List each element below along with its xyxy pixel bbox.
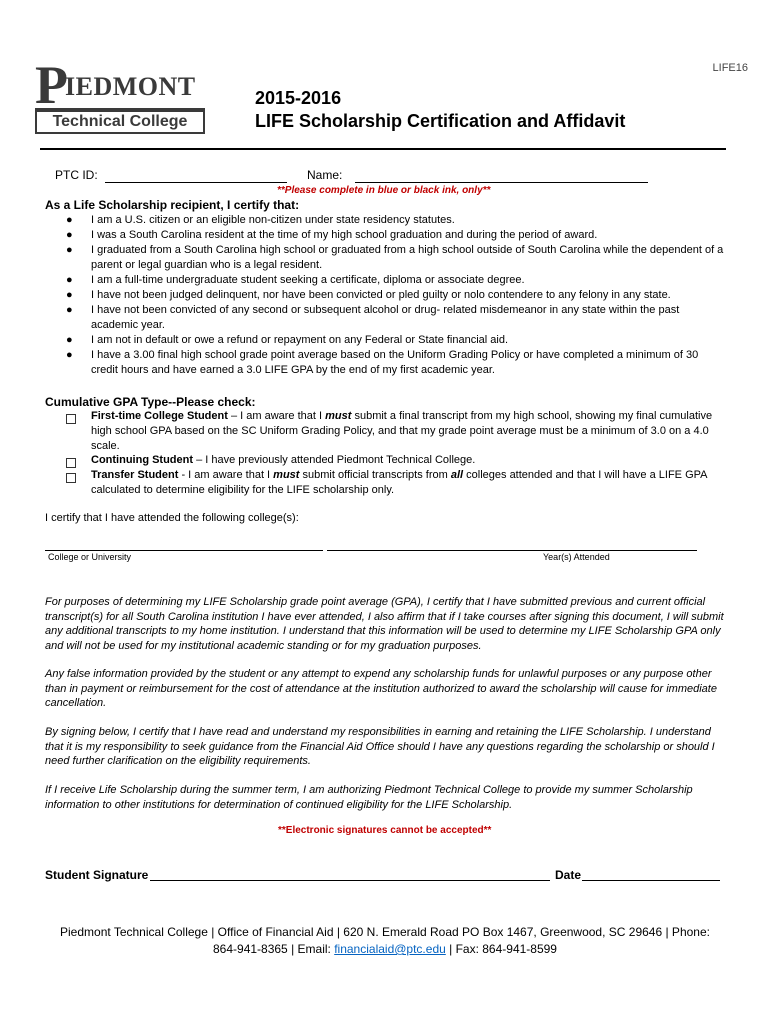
ink-note: **Please complete in blue or black ink, only** (277, 185, 491, 196)
signing-paragraph: By signing below, I certify that I have read and understand my responsibilities in earning and retaining the LIFE Scholarship. I understand that it is my responsibility to seek guidance from the Financial Aid Office should I have any questions regarding the scholarship or should I need further clarification on the eligibility requirements. (45, 726, 715, 767)
list-item (66, 243, 726, 273)
years-field[interactable] (327, 538, 697, 551)
logo-top-row (35, 55, 205, 115)
logo-subtitle: Technical College (35, 110, 205, 134)
date-label: Date (555, 868, 582, 882)
first-time-label: First-time College Student (91, 410, 228, 422)
bullet-icon: ● (66, 349, 73, 361)
title-divider (40, 148, 726, 150)
first-time-option (66, 409, 726, 454)
continuing-text (91, 453, 726, 468)
certify-item-text: I am a U.S. citizen or an eligible non-citizen under state residency statutes. (91, 214, 455, 226)
college-label: College or University (48, 552, 132, 562)
footer (30, 924, 740, 958)
transfer-text-1: - I am aware that I (178, 469, 274, 481)
transfer-checkbox[interactable] (66, 473, 76, 483)
list-item (66, 348, 726, 378)
piedmont-logo (35, 55, 205, 134)
bullet-icon: ● (66, 289, 73, 301)
bullet-icon: ● (66, 244, 73, 256)
first-time-text (91, 409, 726, 454)
first-time-text-1: – I am aware that I (227, 410, 326, 422)
bullet-icon: ● (66, 304, 73, 316)
gpa-heading: Cumulative GPA Type--Please check: (45, 395, 256, 409)
list-item (66, 228, 726, 243)
transfer-option (66, 468, 726, 498)
footer-line-1: Piedmont Technical College | Office of Financial Aid | 620 N. Emerald Road PO Box 1467, Greenwood, SC 29646 | Phone: (60, 925, 710, 939)
transfer-text-3: colleges attended and that I will have a LIFE GPA calculated to determine eligibility for the LIFE scholarship only. (91, 469, 707, 496)
form-year: 2015-2016 (255, 88, 342, 108)
certify-item-text: I was a South Carolina resident at the time of my high school graduation and during the period of award. (91, 229, 598, 241)
continuing-checkbox[interactable] (66, 458, 76, 468)
bullet-icon: ● (66, 229, 73, 241)
ptc-id-label: PTC ID: (55, 168, 98, 182)
transfer-text-2: submit official transcripts from (299, 469, 451, 481)
email-link[interactable]: financialaid@ptc.edu (334, 942, 446, 956)
list-item (66, 288, 726, 303)
logo-big-letter: P (35, 55, 68, 115)
bullet-icon: ● (66, 274, 73, 286)
transfer-text (91, 468, 726, 498)
student-signature-field[interactable] (150, 868, 550, 881)
first-time-emphasis: must (325, 410, 352, 422)
years-label: Year(s) Attended (543, 552, 610, 562)
esign-note: **Electronic signatures cannot be accepted** (278, 825, 492, 836)
certify-item-text: I have not been convicted of any second or subsequent alcohol or drug- related misdemeanor in any state within the past academic year. (91, 304, 680, 331)
certify-item-text: I am not in default or owe a refund or repayment on any Federal or State financial aid. (91, 334, 509, 346)
bullet-icon: ● (66, 214, 73, 226)
certify-item-text: I graduated from a South Carolina high school or graduated from a high school outside of South Carolina while the dependent of a parent or legal guardian who is a legal resident. (91, 244, 724, 271)
name-field[interactable] (355, 170, 648, 183)
certify-list (66, 213, 726, 378)
certify-item-text: I have a 3.00 final high school grade point average based on the Uniform Grading Policy or have completed a minimum of 30 credit hours and have earned a 3.0 LIFE GPA by the end of my first academic year. (91, 349, 699, 376)
list-item (66, 303, 726, 333)
form-code: LIFE16 (712, 62, 748, 74)
certify-item-text: I have not been judged delinquent, nor have been convicted or pled guilty or nolo contendere to any felony in any state. (91, 289, 671, 301)
student-signature-label: Student Signature (45, 868, 149, 882)
footer-line-2 (30, 941, 740, 958)
transfer-label: Transfer Student (91, 469, 179, 481)
first-time-text-2: submit a final transcript from my high school, showing my final cumulative high school GPA based on the SC Uniform Grading Policy, and that my grade point average must be a minimum of 3.0 on a 4.0 scale. (91, 410, 713, 452)
ptc-id-field[interactable] (105, 170, 287, 183)
colleges-statement: I certify that I have attended the following college(s): (45, 512, 299, 524)
college-field[interactable] (45, 538, 323, 551)
gpa-paragraph: For purposes of determining my LIFE Scholarship grade point average (GPA), I certify that I have submitted previous and current official transcript(s) for all South Carolina institution I have ever attended, I also affirm that if I take courses after signing this document, I will submit any additional transcripts to my home institution. I understand that this information will be used to determine my LIFE Scholarship GPA only and will not be used for my institutional academic standing or for my graduation purposes. (45, 596, 724, 652)
list-item (66, 273, 726, 288)
transfer-emphasis-1: must (273, 469, 300, 481)
continuing-text-1: – I have previously attended Piedmont Technical College. (193, 454, 476, 466)
certify-item-text: I am a full-time undergraduate student seeking a certificate, diploma or associate degree. (91, 274, 525, 286)
false-info-paragraph: Any false information provided by the student or any attempt to expend any scholarship funds for unlawful purposes or any purpose other than in payment or reimbursement for the cost of attendance at the institution authorized to award the scholarship will cause for immediate cancellation. (45, 668, 717, 709)
first-time-checkbox[interactable] (66, 414, 76, 424)
footer-phone: 864-941-8365 | Email: (213, 942, 335, 956)
name-label: Name: (307, 168, 343, 182)
certify-heading: As a Life Scholarship recipient, I certify that: (45, 198, 300, 212)
bullet-icon: ● (66, 334, 73, 346)
list-item (66, 213, 726, 228)
continuing-option (66, 453, 726, 468)
form-title: LIFE Scholarship Certification and Affidavit (255, 111, 626, 131)
continuing-label: Continuing Student (91, 454, 194, 466)
logo-name: IEDMONT (65, 72, 196, 101)
date-field[interactable] (582, 868, 720, 881)
summer-paragraph: If I receive Life Scholarship during the summer term, I am authorizing Piedmont Technical College to provide my summer Scholarship information to other institutions for determination of continued eligibility for the LIFE Scholarship. (45, 784, 693, 811)
footer-fax: | Fax: 864-941-8599 (445, 942, 557, 956)
list-item (66, 333, 726, 348)
transfer-emphasis-2: all (450, 469, 464, 481)
